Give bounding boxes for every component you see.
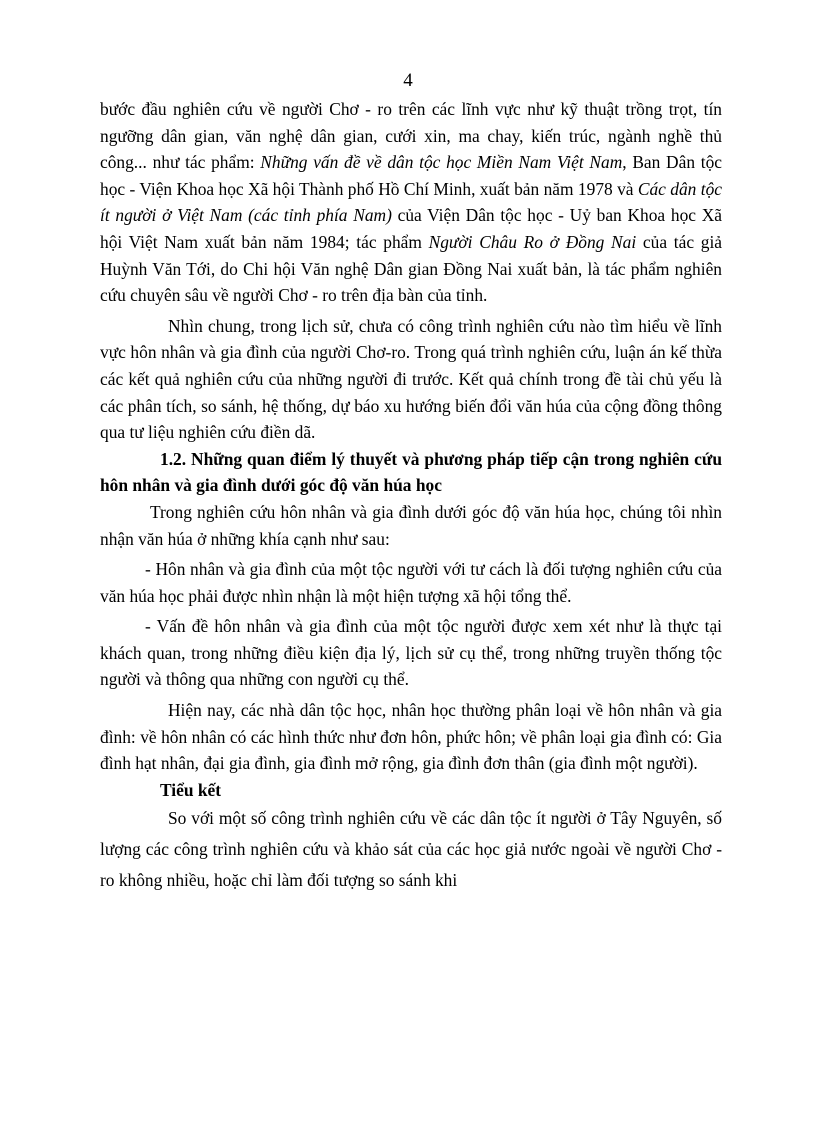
bullet-item: - Vấn đề hôn nhân và gia đình của một tộc người được xem xét như là thực tại khách quan, trong những điều kiện địa lý, lịch sử cụ thể, trong những truyền thống tộc người và thông qua những con người cụ thể. <box>100 616 722 690</box>
paragraph-intro: Trong nghiên cứu hôn nhân và gia đình dưới góc độ văn húa học, chúng tôi nhìn nhận văn húa ở những khía cạnh như sau: <box>100 501 722 549</box>
book-title: Những vấn đề về dân tộc học Miền Nam Việt Nam <box>260 152 623 173</box>
paragraph-classification: Hiện nay, các nhà dân tộc học, nhân học thường phân loại về hôn nhân và gia đình: về hôn nhân có các hình thức như đơn hôn, phức hôn; về phân loại gia đình có: Gia đình hạt nhân, đại gia đình, gia đình mở rộng, gia đình đơn thân (gia đình một người). <box>100 700 722 774</box>
section-heading: 1.2. Những quan điểm lý thuyết và phương pháp tiếp cận trong nghiên cứu hôn nhân và gia đình dưới góc độ văn húa học <box>100 448 722 496</box>
text-run: của Viện Dân tộc học - Uỷ ban Khoa học Xã hội Việt Nam xuất bản năm 1984; tác phẩm <box>100 205 722 252</box>
document-body <box>100 96 722 896</box>
paragraph-overview: Nhìn chung, trong lịch sử, chưa có công trình nghiên cứu nào tìm hiểu về lĩnh vực hôn nhân và gia đình của người Chơ-ro. Trong quá trình nghiên cứu, luận án kế thừa các kết quả nghiên cứu của những người đi trước. Kết quả chính trong đề tài chủ yếu là các phân tích, so sánh, hệ thống, dự báo xu hướng biến đổi văn húa của cộng đồng thông qua tư liệu nghiên cứu điền dã. <box>100 315 722 443</box>
book-title: Người Châu Ro ở Đồng Nai <box>428 231 637 252</box>
paragraph-prior-works <box>100 96 722 309</box>
book-title: Các dân tộc ít người ở Việt Nam (các tỉnh phía Nam) <box>100 178 722 226</box>
paragraph-summary: So với một số công trình nghiên cứu về các dân tộc ít người ở Tây Nguyên, số lượng các công trình nghiên cứu và khảo sát của các học giả nước ngoài về người Chơ - ro không nhiều, hoặc chỉ làm đối tượng so sánh khi <box>100 808 722 891</box>
subsection-heading: Tiểu kết <box>160 779 222 800</box>
text-run: của tác giả Huỳnh Văn Tới, do Chi hội Văn nghệ Dân gian Đồng Nai xuất bản, là tác phẩm nghiên cứu chuyên sâu về người Chơ - ro trên địa bàn của tỉnh. <box>100 231 723 306</box>
page-number: 4 <box>403 70 413 91</box>
text-run: , Ban Dân tộc học - Viện Khoa học Xã hội Thành phố Hồ Chí Minh, xuất bản năm 1978 và <box>100 152 722 199</box>
text-run: bước đầu nghiên cứu về người Chơ - ro trên các lĩnh vực như kỹ thuật trồng trọt, tín ngưỡng dân gian, văn nghệ dân gian, cưới xin, ma chay, kiến trúc, ngành nghề thủ công... như tác phẩm: <box>100 99 722 173</box>
bullet-item: - Hôn nhân và gia đình của một tộc người với tư cách là đối tượng nghiên cứu của văn húa học phải được nhìn nhận là một hiện tượng xã hội tổng thể. <box>100 559 722 606</box>
